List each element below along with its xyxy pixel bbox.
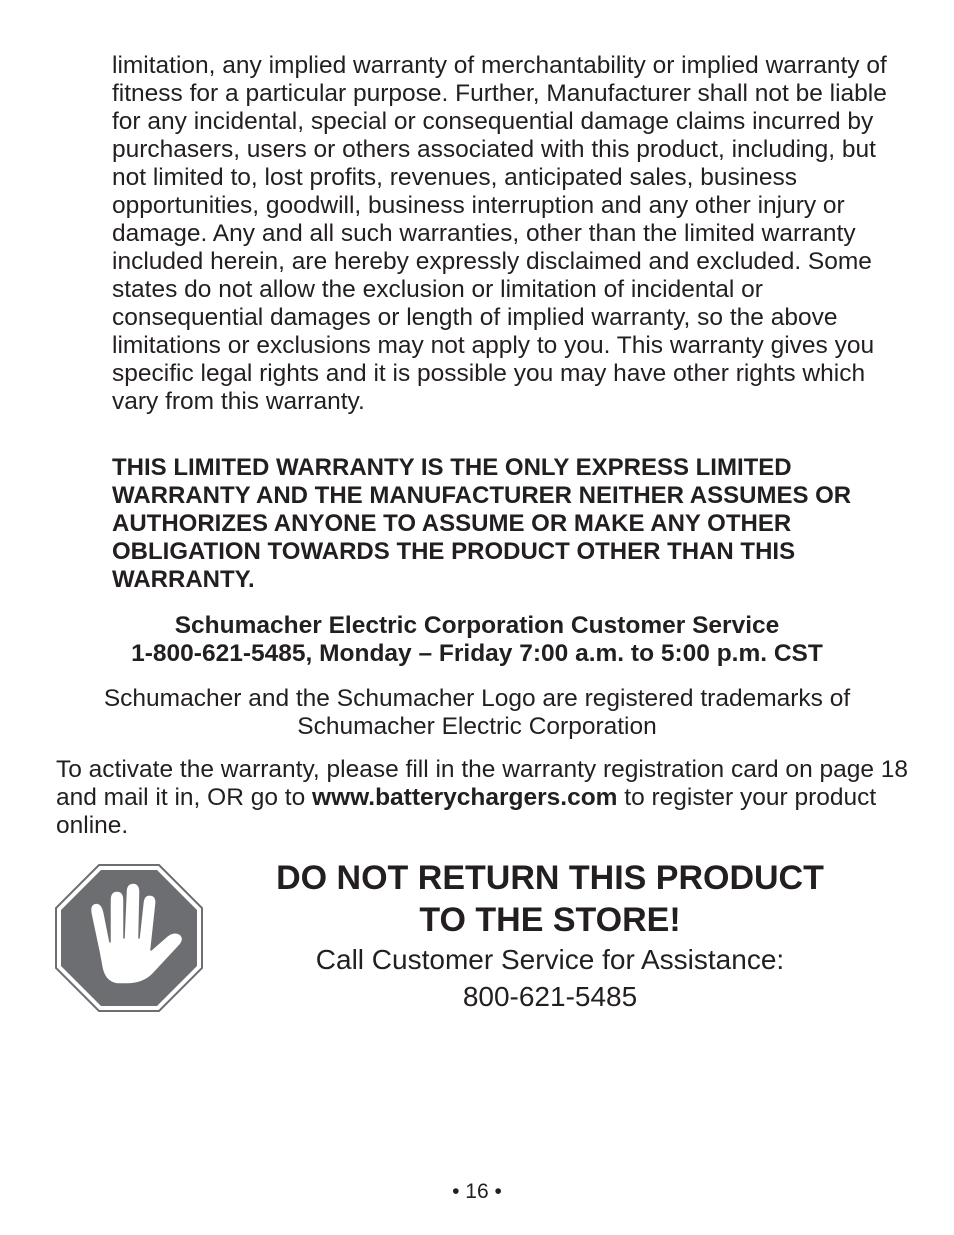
trademark-line-1: Schumacher and the Schumacher Logo are registered trademarks of	[103, 685, 851, 712]
return-notice-heading-line-2: TO THE STORE!	[419, 901, 681, 939]
customer-service-title: Schumacher Electric Corporation Customer Service	[174, 612, 780, 639]
return-notice-phone: 800-621-5485	[462, 981, 638, 1012]
website-link[interactable]: www.batterychargers.com	[312, 784, 618, 811]
return-notice-call-text: Call Customer Service for Assistance:	[315, 944, 785, 975]
activation-text-after: to register your product online.	[56, 784, 877, 839]
activation-paragraph	[56, 756, 926, 840]
limited-warranty-notice: THIS LIMITED WARRANTY IS THE ONLY EXPRESS LIMITED WARRANTY AND THE MANUFACTURER NEITHER ASSUMES OR AUTHORIZES ANYONE TO ASSUME OR MAKE ANY OTHER OBLIGATION TOWARDS THE PRODUCT OTHER THAN THIS WARRANTY.	[112, 454, 852, 593]
page-number: • 16 •	[452, 1180, 502, 1203]
stop-hand-icon	[55, 864, 203, 1012]
customer-service-block	[20, 612, 934, 668]
trademark-notice	[20, 685, 934, 741]
trademark-line-2: Schumacher Electric Corporation	[297, 713, 657, 740]
activation-text-before: To activate the warranty, please fill in the warranty registration card on page 18 and mail it in, OR go to	[56, 756, 909, 811]
warranty-disclaimer-paragraph: limitation, any implied warranty of merchantability or implied warranty of fitness for a particular purpose. Further, Manufacturer shall not be liable for any incidental, special or consequential damage claims incurred by purchasers, users or others associated with this product, including, but not limited to, lost profits, revenues, anticipated sales, business opportunities, goodwill, business interruption and any other injury or damage. Any and all such warranties, other than the limited warranty included herein, are hereby expressly disclaimed and excluded. Some states do not allow the exclusion or limitation of incidental or consequential damages or length of implied warranty, so the above limitations or exclusions may not apply to you. This warranty gives you specific legal rights and it is possible you may have other rights which vary from this warranty.	[112, 52, 887, 415]
return-notice-heading-line-1: DO NOT RETURN THIS PRODUCT	[276, 859, 824, 897]
return-notice	[250, 857, 850, 1015]
customer-service-hours: 1-800-621-5485, Monday – Friday 7:00 a.m. to 5:00 p.m. CST	[131, 640, 823, 667]
